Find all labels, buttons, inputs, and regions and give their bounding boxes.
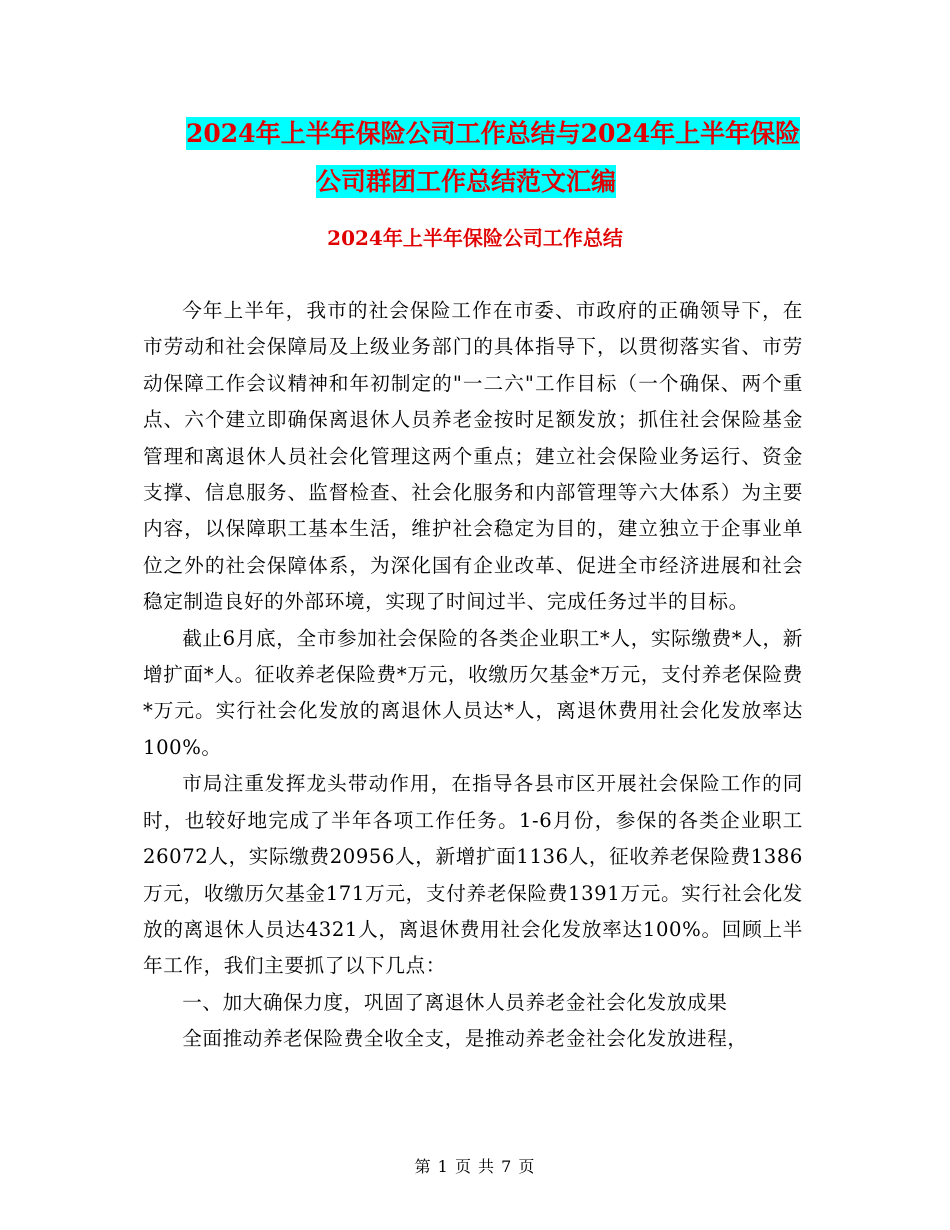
paragraph-intro: 今年上半年，我市的社会保险工作在市委、市政府的正确领导下，在市劳动和社会保障局及上级业务部门的具体指导下，以贯彻落实省、市劳动保障工作会议精神和年初制定的"一二六"工作目标（一个确保、两个重点、六个建立即确保离退休人员养老金按时足额发放；抓住社会保险基金管理和离退休人员社会化管理这两个重点；建立社会保险业务运行、资金支撑、信息服务、监督检查、社会化服务和内部管理等六大体系）为主要内容，以保障职工基本生活，维护社会稳定为目的，建立独立于企事业单位之外的社会保障体系，为深化国有企业改革、促进全市经济进展和社会稳定制造良好的外部环境，实现了时间过半、完成任务过半的目标。 <box>143 299 803 614</box>
title-line-2: 公司群团工作总结范文汇编 <box>316 167 617 196</box>
paragraph-statistics: 截止6月底，全市参加社会保险的各类企业职工*人，实际缴费*人，新增扩面*人。征收养老保险费*万元，收缴历欠基金*万元，支付养老保险费*万元。实行社会化发放的离退休人员达*人，离退休费用社会化发放率达100%。 <box>143 626 803 759</box>
paragraph-city-bureau: 市局注重发挥龙头带动作用，在指导各县市区开展社会保险工作的同时，也较好地完成了半年各项工作任务。1-6月份，参保的各类企业职工26072人，实际缴费20956人，新增扩面1136人，征收养老保险费1386万元，收缴历欠基金171万元，支付养老保险费1391万元。实行社会化发放的离退休人员达4321人，离退休费用社会化发放率达100%。回顾上半年工作，我们主要抓了以下几点： <box>143 772 803 978</box>
page-number-footer: 第 1 页 共 7 页 <box>414 1157 536 1176</box>
section-heading-1: 一、加大确保力度，巩固了离退休人员养老金社会化发放成果 <box>182 990 728 1014</box>
document-title <box>150 110 850 206</box>
section-title: 2024年上半年保险公司工作总结 <box>327 226 623 250</box>
body-text <box>143 293 803 1058</box>
title-line-1: 2024年上半年保险公司工作总结与2024年上半年保险 <box>186 119 801 148</box>
paragraph-section-1: 全面推动养老保险费全收全支，是推动养老金社会化发放进程， <box>182 1027 748 1051</box>
